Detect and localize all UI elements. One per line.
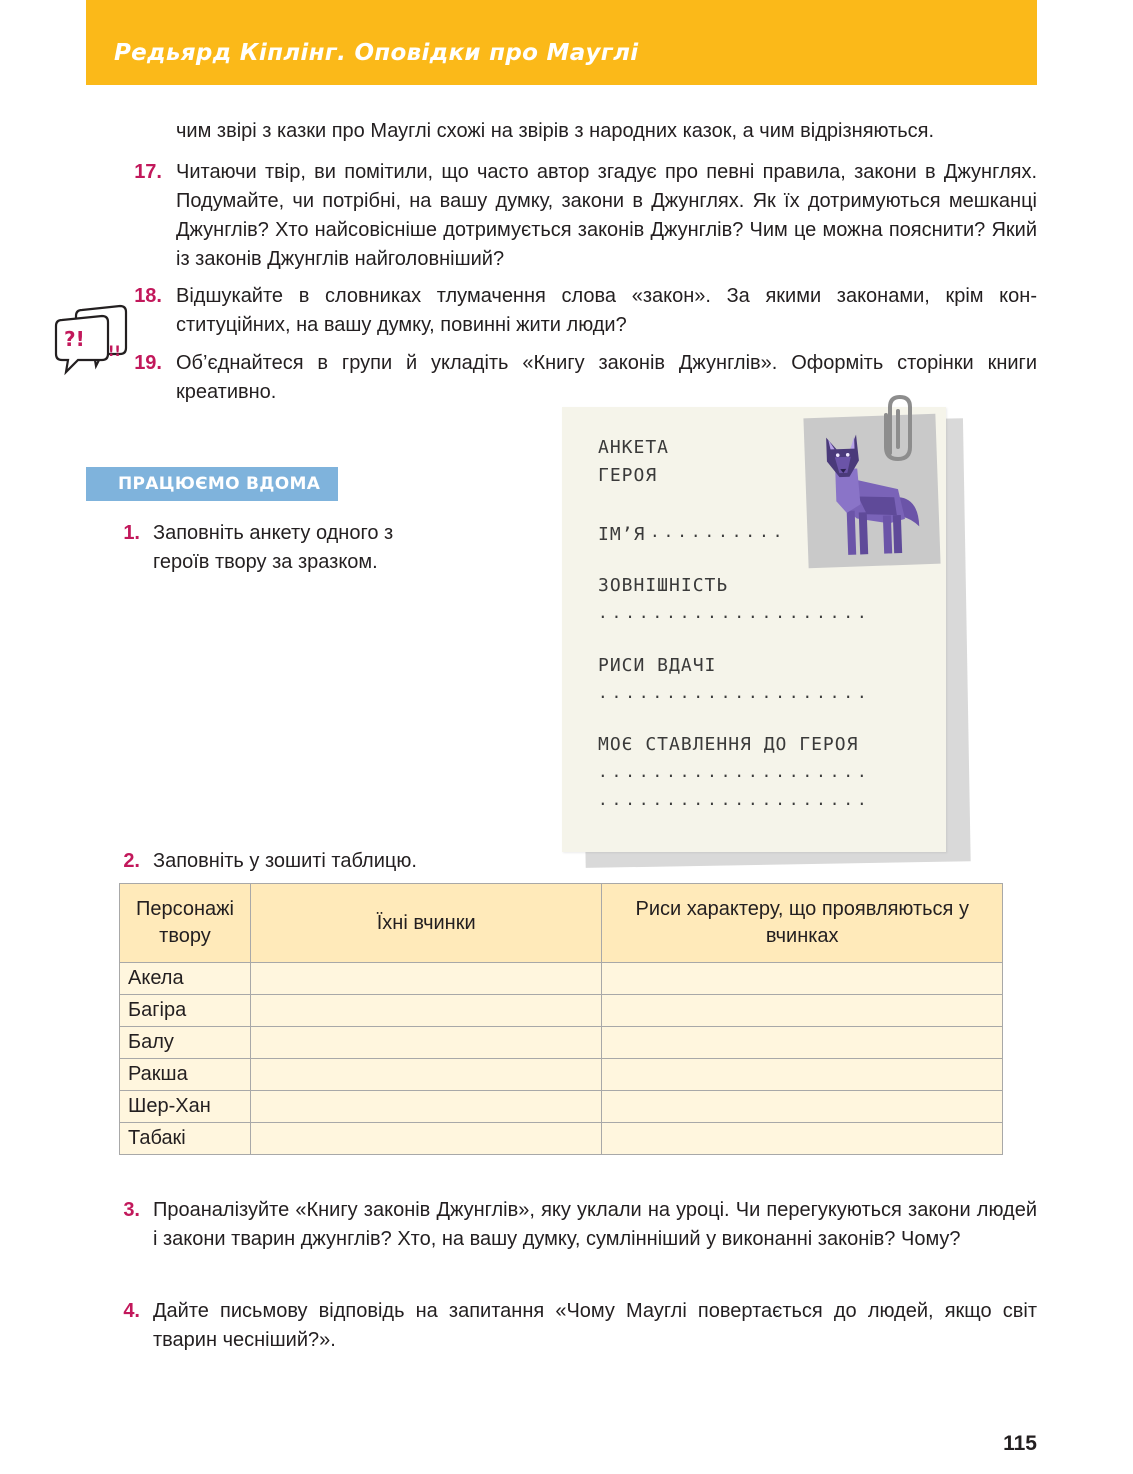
continuation-line: чим звірі з казки про Мауглі схожі на звірів з народних казок, а чим відрізняються. <box>176 120 935 142</box>
homework-task-1-text: Заповніть анкету одного з героїв твору за зразком. <box>153 522 394 573</box>
table-cell-empty <box>602 1091 1003 1123</box>
table-cell-empty <box>602 1059 1003 1091</box>
table-cell-character: Шер-Хан <box>120 1091 251 1123</box>
homework-task-3-number: 3. <box>123 1199 140 1221</box>
table-header-characters: Персонажі твору <box>120 884 251 963</box>
card-traits-label: РИСИ ВДАЧІ <box>598 655 717 676</box>
table-header-deeds: Їхні вчинки <box>250 884 602 963</box>
wolf-illustration-icon <box>803 414 940 569</box>
homework-section-bar <box>86 467 338 501</box>
task-18-text: Відшукайте в словниках тлумачення слова «закон». За якими законами, крім конституційних, на вашу думку, повинні жити люди? <box>176 285 1037 336</box>
table-cell-empty <box>602 1123 1003 1155</box>
table-row <box>120 995 1003 1027</box>
table-header-row <box>120 884 1003 963</box>
table-cell-empty <box>250 1123 602 1155</box>
page-number: 115 <box>1003 1432 1037 1455</box>
table-cell-empty <box>602 995 1003 1027</box>
card-name-label: ІМ’Я <box>598 524 646 545</box>
table-header-traits: Риси характеру, що проявляються у вчинках <box>602 884 1003 963</box>
header-title: Редьярд Кіплінг. Оповідки про Мауглі <box>114 40 639 66</box>
table-cell-empty <box>602 963 1003 995</box>
table-cell-empty <box>602 1027 1003 1059</box>
table-cell-empty <box>250 1091 602 1123</box>
table-cell-character: Акела <box>120 963 251 995</box>
table-cell-character: Багіра <box>120 995 251 1027</box>
task-19-text: Об’єднайтеся в групи й укладіть «Книгу законів Джунглів». Оформіть сторінки книги креативно. <box>176 352 1037 403</box>
characters-table <box>119 883 1003 1155</box>
discussion-exclaim: !! <box>108 344 121 360</box>
task-17-number: 17. <box>134 161 162 183</box>
table-row <box>120 1059 1003 1091</box>
task-19-number: 19. <box>134 352 162 374</box>
card-traits-dots: .................... <box>598 683 871 702</box>
task-18-number: 18. <box>134 285 162 307</box>
table-row <box>120 1123 1003 1155</box>
homework-task-2-number: 2. <box>123 850 140 872</box>
homework-section-title: ПРАЦЮЄМО ВДОМА <box>118 474 321 494</box>
table-row <box>120 963 1003 995</box>
table-cell-empty <box>250 995 602 1027</box>
discussion-q-mark: ?! <box>64 327 85 351</box>
table-cell-empty <box>250 1027 602 1059</box>
homework-task-4-number: 4. <box>123 1300 140 1322</box>
table-row <box>120 1091 1003 1123</box>
card-appearance-dots: .................... <box>598 603 871 622</box>
homework-task-4-text: Дайте письмову відповідь на запитання «Чому Мауглі повертається до людей, якщо світ тварин чесніший?». <box>153 1300 1037 1351</box>
table-cell-character: Табакі <box>120 1123 251 1155</box>
card-attitude-dots-2: .................... <box>598 790 871 809</box>
table-cell-empty <box>250 1059 602 1091</box>
paper-clip-icon <box>878 393 918 465</box>
card-appearance-label: ЗОВНІШНІСТЬ <box>598 575 729 596</box>
card-title-line1: АНКЕТА <box>598 437 670 458</box>
card-attitude-label: МОЄ СТАВЛЕННЯ ДО ГЕРОЯ <box>598 734 859 755</box>
card-attitude-dots-1: .................... <box>598 762 871 781</box>
page-header <box>86 0 1037 85</box>
card-title-line2: ГЕРОЯ <box>598 465 658 486</box>
table-cell-character: Ракша <box>120 1059 251 1091</box>
table-row <box>120 1027 1003 1059</box>
card-name-dots: .......... <box>650 522 787 541</box>
table-cell-empty <box>250 963 602 995</box>
discussion-speech-bubbles-icon <box>52 298 130 378</box>
table-cell-character: Балу <box>120 1027 251 1059</box>
homework-task-1-number: 1. <box>123 522 140 544</box>
task-17-text: Читаючи твір, ви помітили, що часто автор згадує про певні правила, закони в Джунглях. Подумайте, чи потрібні, на вашу думку, закони в Джунглях. Як їх дотримуються мешканці Джунглів? Хто найсовісніше дотримується законів Джунглів? Чим це можна пояснити? Який із законів Джунглів найголовніший? <box>176 161 1037 270</box>
homework-task-2-text: Заповніть у зошиті таблицю. <box>153 850 417 872</box>
homework-task-3-text: Проаналізуйте «Книгу законів Джунглів», яку уклали на уроці. Чи перегукуються закони людей і закони тварин джунглів? Хто, на вашу думку, сумлінніший у виконанні законів? Чому? <box>153 1199 1037 1250</box>
